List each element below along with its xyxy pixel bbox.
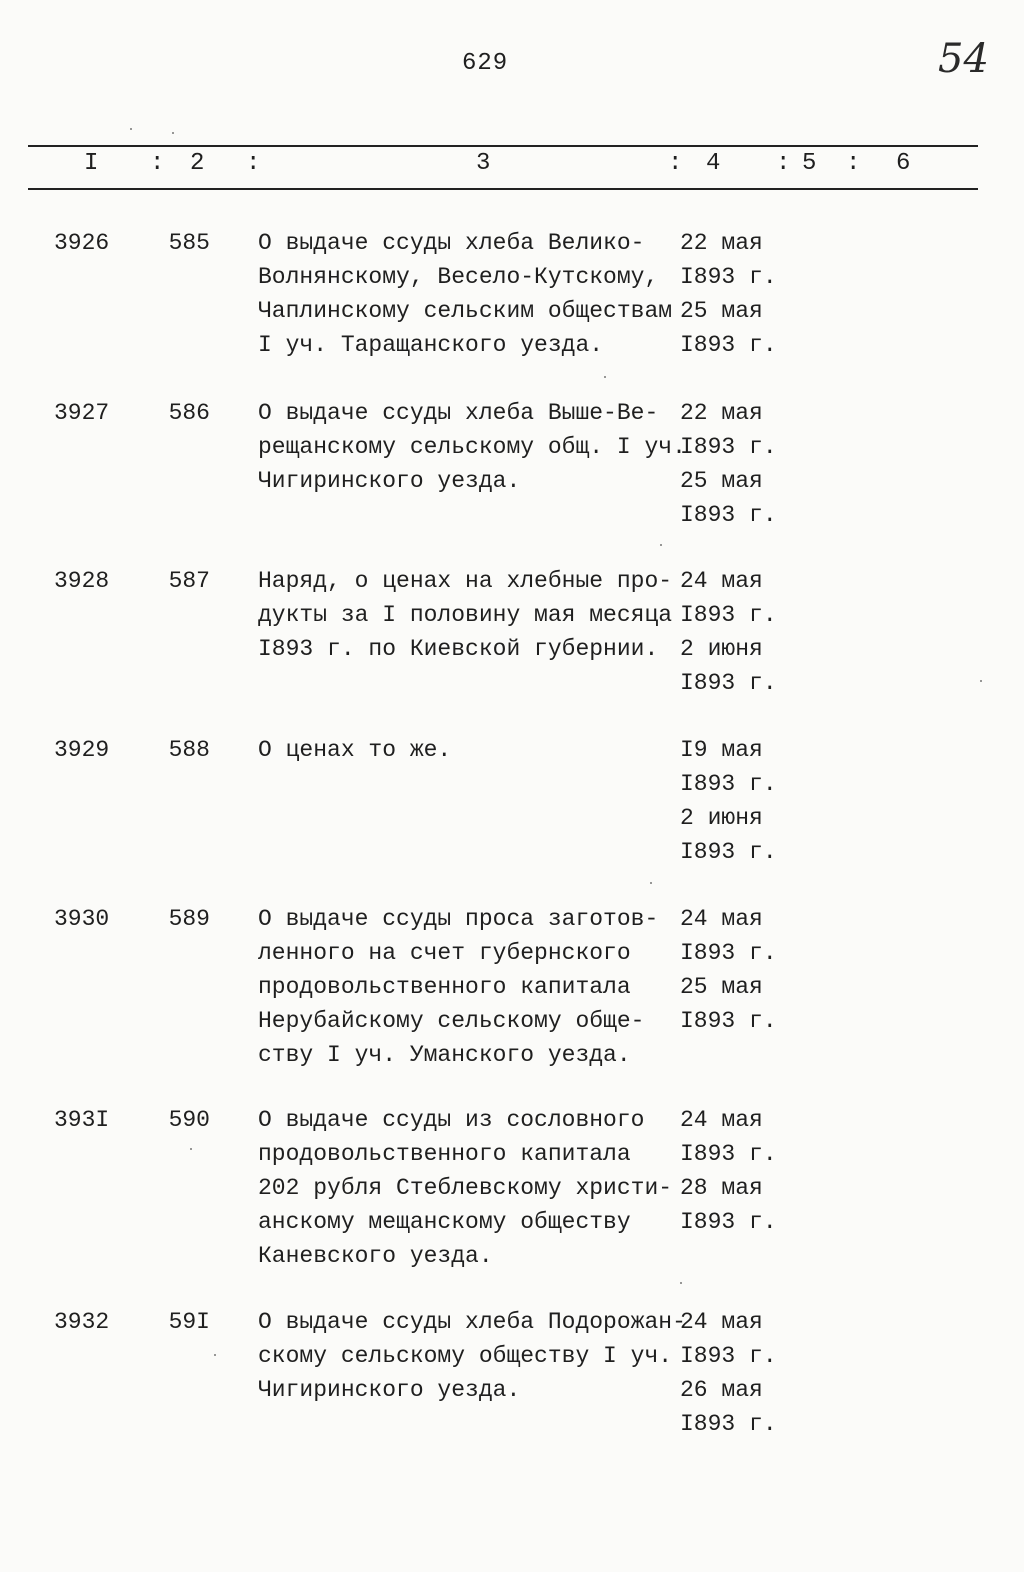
date-line: 25 мая bbox=[680, 468, 763, 494]
date-line: I893 г. bbox=[680, 670, 777, 696]
description-line: продовольственного капитала bbox=[258, 1141, 631, 1167]
column-header-5: 5 bbox=[802, 150, 817, 177]
description-line: О выдаче ссуды проса заготов- bbox=[258, 906, 659, 932]
item-number: 59I bbox=[168, 1309, 210, 1335]
description-line: О выдаче ссуды хлеба Выше-Ве- bbox=[258, 400, 659, 426]
description-line: Волнянскому, Весело-Кутскому, bbox=[258, 264, 659, 290]
column-separator: : bbox=[668, 150, 683, 177]
date-line: I893 г. bbox=[680, 332, 777, 358]
item-number: 588 bbox=[168, 737, 210, 763]
date-line: I893 г. bbox=[680, 1343, 777, 1369]
date-line: 25 мая bbox=[680, 298, 763, 324]
entry-dates bbox=[680, 1103, 790, 1239]
item-number: 585 bbox=[168, 230, 210, 256]
description-line: Чигиринского уезда. bbox=[258, 1377, 521, 1403]
date-line: 22 мая bbox=[680, 230, 763, 256]
date-line: I893 г. bbox=[680, 264, 777, 290]
date-line: 2 июня bbox=[680, 636, 763, 662]
date-line: I893 г. bbox=[680, 771, 777, 797]
scan-speck bbox=[190, 1148, 192, 1150]
entry-dates bbox=[680, 564, 790, 700]
date-line: I893 г. bbox=[680, 1141, 777, 1167]
date-line: 24 мая bbox=[680, 568, 763, 594]
date-line: I9 мая bbox=[680, 737, 763, 763]
date-line: I893 г. bbox=[680, 602, 777, 628]
entry-dates bbox=[680, 1305, 790, 1441]
entry-number: 3932 bbox=[54, 1309, 110, 1335]
entry-dates bbox=[680, 902, 790, 1038]
entry-description bbox=[258, 902, 678, 1072]
scan-speck bbox=[680, 1282, 682, 1284]
entry-dates bbox=[680, 226, 790, 362]
description-line: О выдаче ссуды хлеба Велико- bbox=[258, 230, 645, 256]
description-line: О выдаче ссуды из сословного bbox=[258, 1107, 645, 1133]
entry-number: 3926 bbox=[54, 230, 110, 256]
entry-dates bbox=[680, 733, 790, 869]
column-separator: : bbox=[150, 150, 165, 177]
scan-speck bbox=[980, 680, 982, 682]
description-line: дукты за I половину мая месяца bbox=[258, 602, 673, 628]
entry-dates bbox=[680, 396, 790, 532]
entry-description bbox=[258, 1103, 678, 1273]
date-line: I893 г. bbox=[680, 434, 777, 460]
handwritten-sheet-number: 54 bbox=[938, 36, 989, 82]
date-line: 2 июня bbox=[680, 805, 763, 831]
date-line: I893 г. bbox=[680, 1411, 777, 1437]
date-line: I893 г. bbox=[680, 839, 777, 865]
column-separator: : bbox=[776, 150, 791, 177]
entry-description bbox=[258, 396, 686, 498]
entry-number: 393I bbox=[54, 1107, 110, 1133]
entry-description bbox=[258, 564, 678, 666]
date-line: I893 г. bbox=[680, 502, 777, 528]
entry-number: 3930 bbox=[54, 906, 110, 932]
scan-speck bbox=[172, 132, 174, 134]
item-number: 589 bbox=[168, 906, 210, 932]
date-line: I893 г. bbox=[680, 1209, 777, 1235]
date-line: 24 мая bbox=[680, 906, 763, 932]
scan-speck bbox=[130, 128, 132, 130]
column-separator: : bbox=[846, 150, 861, 177]
entry-number: 3929 bbox=[54, 737, 110, 763]
column-header-3: 3 bbox=[476, 150, 491, 177]
description-line: 202 рубля Стеблевскому христи- bbox=[258, 1175, 673, 1201]
column-header-1: I bbox=[84, 150, 99, 177]
description-line: скому сельскому обществу I уч. bbox=[258, 1343, 673, 1369]
description-line: Каневского уезда. bbox=[258, 1243, 493, 1269]
description-line: Нерубайскому сельскому обще- bbox=[258, 1008, 645, 1034]
date-line: I893 г. bbox=[680, 940, 777, 966]
date-line: 24 мая bbox=[680, 1107, 763, 1133]
description-line: рещанскому сельскому общ. I уч. bbox=[258, 434, 686, 460]
scan-speck bbox=[650, 882, 652, 884]
description-line: ству I уч. Уманского уезда. bbox=[258, 1042, 631, 1068]
header-bottom-rule bbox=[28, 188, 978, 190]
description-line: Чаплинскому сельским обществам bbox=[258, 298, 673, 324]
description-line: Наряд, о ценах на хлебные про- bbox=[258, 568, 673, 594]
date-line: 22 мая bbox=[680, 400, 763, 426]
scan-speck bbox=[660, 544, 662, 546]
date-line: 26 мая bbox=[680, 1377, 763, 1403]
description-line: Чигиринского уезда. bbox=[258, 468, 521, 494]
column-header-2: 2 bbox=[190, 150, 205, 177]
date-line: I893 г. bbox=[680, 1008, 777, 1034]
column-header-4: 4 bbox=[706, 150, 721, 177]
column-separator: : bbox=[246, 150, 261, 177]
description-line: анскому мещанскому обществу bbox=[258, 1209, 631, 1235]
entry-description bbox=[258, 226, 678, 362]
scan-speck bbox=[214, 1354, 216, 1356]
item-number: 590 bbox=[168, 1107, 210, 1133]
item-number: 587 bbox=[168, 568, 210, 594]
description-line: О ценах то же. bbox=[258, 737, 452, 763]
item-number: 586 bbox=[168, 400, 210, 426]
entry-number: 3928 bbox=[54, 568, 110, 594]
entry-description bbox=[258, 733, 678, 767]
date-line: 28 мая bbox=[680, 1175, 763, 1201]
description-line: продовольственного капитала bbox=[258, 974, 631, 1000]
date-line: 25 мая bbox=[680, 974, 763, 1000]
column-header-6: 6 bbox=[896, 150, 911, 177]
description-line: I893 г. по Киевской губернии. bbox=[258, 636, 659, 662]
description-line: ленного на счет губернского bbox=[258, 940, 631, 966]
page-number: 629 bbox=[462, 50, 509, 77]
scan-speck bbox=[604, 376, 606, 378]
date-line: 24 мая bbox=[680, 1309, 763, 1335]
entry-number: 3927 bbox=[54, 400, 110, 426]
description-line: I уч. Таращанского уезда. bbox=[258, 332, 604, 358]
description-line: О выдаче ссуды хлеба Подорожан- bbox=[258, 1309, 686, 1335]
entry-description bbox=[258, 1305, 686, 1407]
header-top-rule bbox=[28, 145, 978, 147]
